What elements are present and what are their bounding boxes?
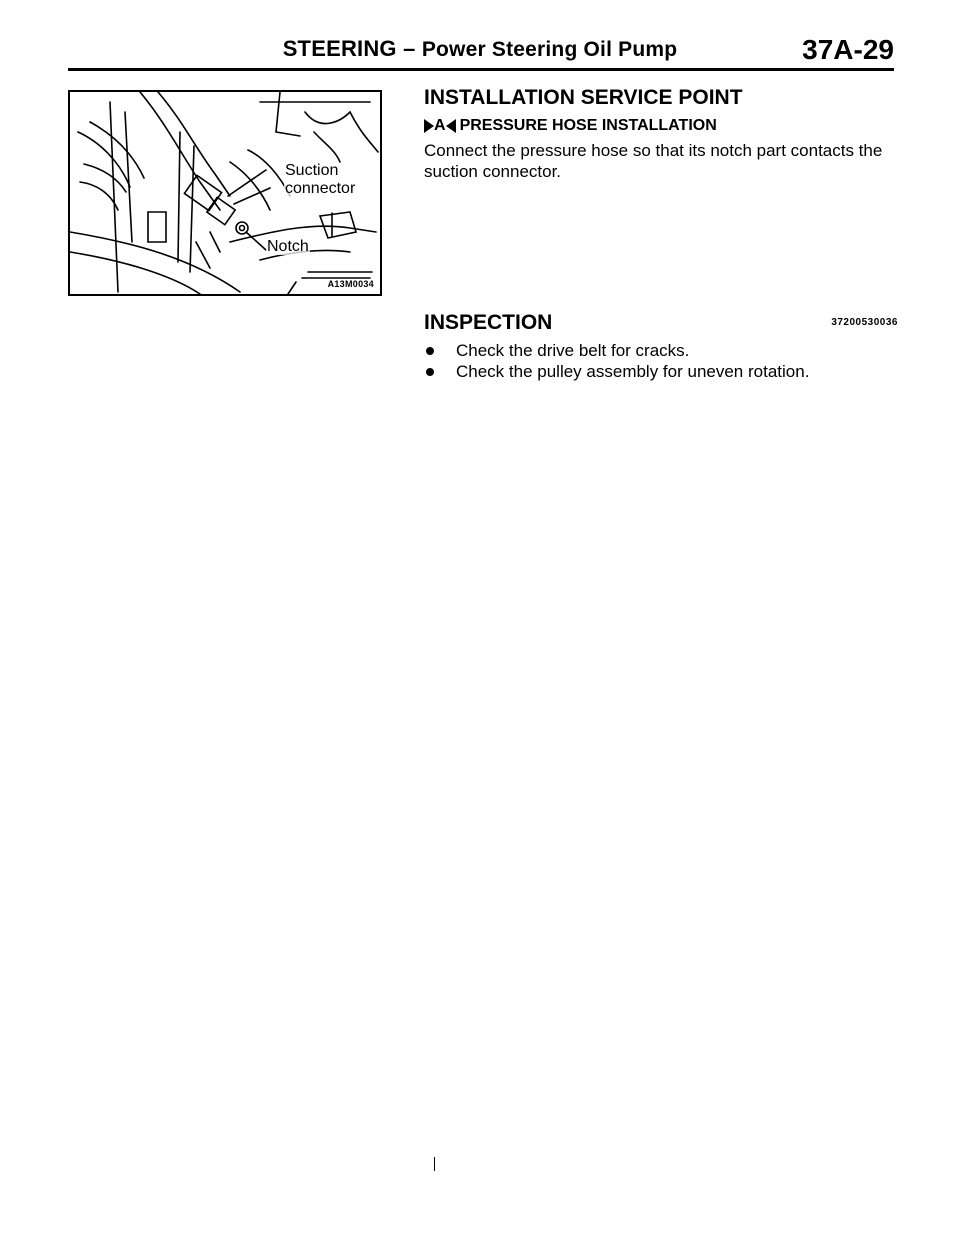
header-section: STEERING: [282, 36, 397, 61]
inspection-ref-code: 37200530036: [831, 317, 898, 328]
header-rule: [68, 68, 894, 71]
triangle-right-icon: [424, 119, 434, 133]
bullet-icon: [426, 368, 434, 376]
header-separator: –: [403, 36, 416, 61]
inspection-list: [424, 340, 898, 382]
inspection-header: [424, 311, 898, 335]
triangle-left-icon: [446, 119, 456, 133]
list-item: [424, 340, 898, 361]
label-notch: Notch: [267, 238, 309, 255]
installation-subheading: [424, 116, 898, 136]
label-suction: Suction: [285, 162, 339, 179]
subheading-marker: A: [434, 117, 446, 134]
header-subsection: Power Steering Oil Pump: [421, 38, 678, 61]
figure-pressure-hose: [68, 90, 382, 296]
list-item: [424, 361, 898, 382]
margin-mark: [434, 1157, 435, 1171]
list-item-text: Check the drive belt for cracks.: [456, 341, 690, 360]
label-connector: connector: [285, 180, 356, 197]
inspection-title: INSPECTION: [424, 311, 553, 334]
installation-section: [424, 86, 898, 182]
subheading-text: PRESSURE HOSE INSTALLATION: [459, 117, 717, 134]
figure-code: A13M0034: [327, 279, 374, 289]
list-item-text: Check the pulley assembly for uneven rotation.: [456, 362, 810, 381]
installation-title: INSTALLATION SERVICE POINT: [424, 86, 743, 109]
page-number: 37A-29: [802, 34, 894, 65]
installation-body: Connect the pressure hose so that its notch part contacts the suction connector.: [424, 141, 883, 181]
bullet-icon: [426, 347, 434, 355]
page-header: [0, 36, 960, 76]
